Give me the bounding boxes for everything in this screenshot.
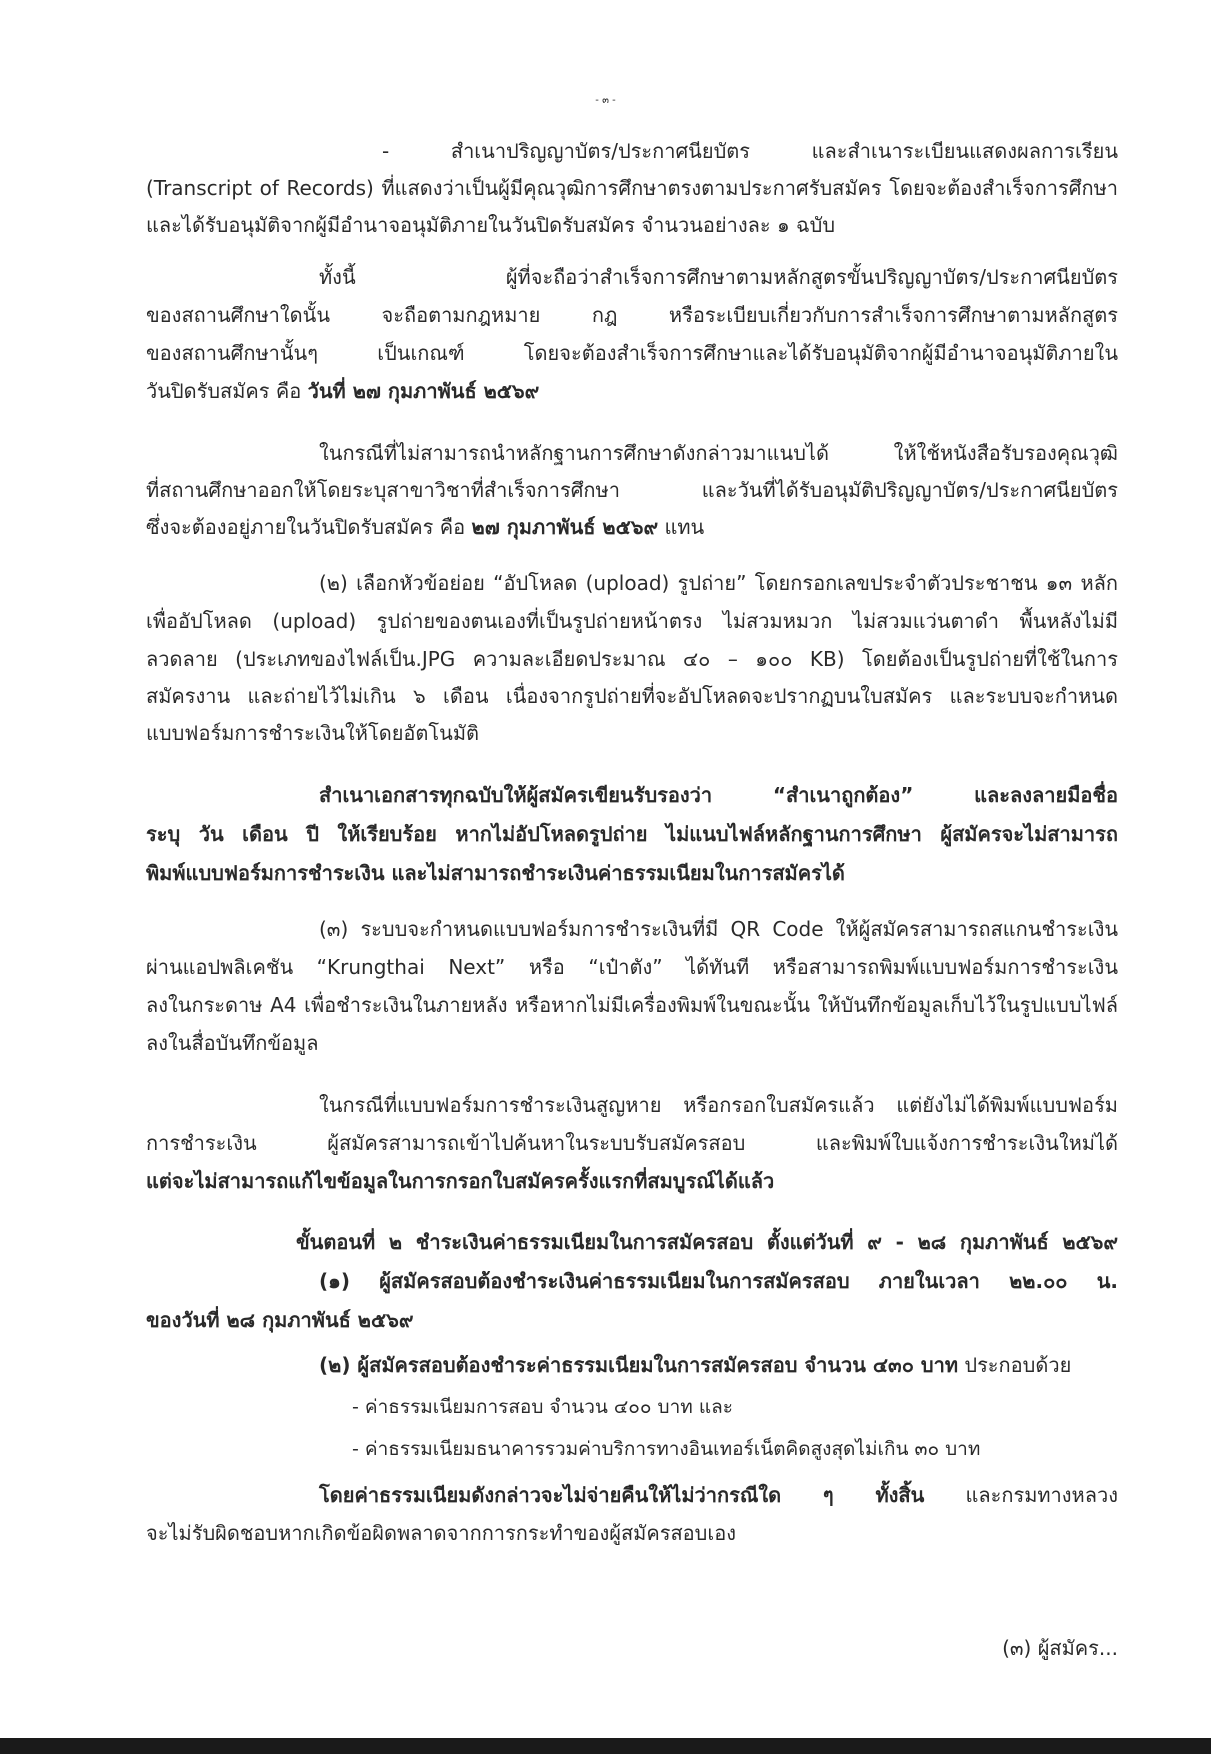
notice-line: พิมพ์แบบฟอร์มการชำระเงิน และไม่สามารถชำระเงินค่าธรรมเนียมในการสมัครได้ xyxy=(146,861,845,885)
text-line: ที่สถานศึกษาออกให้โดยระบุสาขาวิชาที่สำเร็จการศึกษา และวันที่ได้รับอนุมัติปริญญาบัตร/ประกาศนียบัตร xyxy=(146,478,1118,502)
text-line: (๒) ผู้สมัครสอบต้องชำระค่าธรรมเนียมในการสมัครสอบ จำนวน ๔๓๐ บาท ประกอบด้วย xyxy=(319,1353,1072,1377)
text-line: - สำเนาปริญญาบัตร/ประกาศนียบัตร และสำเนาระเบียนแสดงผลการเรียน xyxy=(382,139,1118,163)
text-line: ในกรณีที่ไม่สามารถนำหลักฐานการศึกษาดังกล่าวมาแนบได้ ให้ใช้หนังสือรับรองคุณวุฒิ xyxy=(319,441,1118,465)
text-line: ของสถานศึกษาใดนั้น จะถือตามกฎหมาย กฎ หรือระเบียบเกี่ยวกับการสำเร็จการศึกษาตามหลักสูตร xyxy=(146,303,1118,327)
text-line: ลงในสื่อบันทึกข้อมูล xyxy=(146,1031,319,1055)
text-line: ผ่านแอปพลิเคชัน “Krungthai Next” หรือ “เป๋าตัง” ได้ทันที หรือสามารถพิมพ์แบบฟอร์มการชำระเงิน xyxy=(146,955,1118,979)
text-line: (๑) ผู้สมัครสอบต้องชำระเงินค่าธรรมเนียมในการสมัครสอบ ภายในเวลา ๒๒.๐๐ น. xyxy=(319,1269,1118,1293)
scan-edge xyxy=(0,1738,1211,1754)
text-line: โดยค่าธรรมเนียมดังกล่าวจะไม่จ่ายคืนให้ไม่ว่ากรณีใด ๆ ทั้งสิ้น และกรมทางหลวง xyxy=(319,1483,1118,1507)
deadline-date: วันที่ ๒๗ กุมภาพันธ์ ๒๕๖๙ xyxy=(307,379,540,403)
page-number: - ๓ - xyxy=(595,95,616,106)
notice-line: ระบุ วัน เดือน ปี ให้เรียบร้อย หากไม่อัปโหลดรูปถ่าย ไม่แนบไฟล์หลักฐานการศึกษา ผู้สมัครจะไม่สามารถ xyxy=(146,822,1118,846)
step-heading: ขั้นตอนที่ ๒ ชำระเงินค่าธรรมเนียมในการสมัครสอบ ตั้งแต่วันที่ ๙ - ๒๘ กุมภาพันธ์ ๒๕๖๙ xyxy=(296,1230,1118,1254)
text-line: เพื่ออัปโหลด (upload) รูปถ่ายของตนเองที่เป็นรูปถ่ายหน้าตรง ไม่สวมหมวก ไม่สวมแว่นตาดำ พื้นหลังไม่มี xyxy=(146,609,1118,633)
text-line: ทั้งนี้ ผู้ที่จะถือว่าสำเร็จการศึกษาตามหลักสูตรขั้นปริญญาบัตร/ประกาศนียบัตร xyxy=(319,265,1118,289)
text-line: การชำระเงิน ผู้สมัครสามารถเข้าไปค้นหาในระบบรับสมัครสอบ และพิมพ์ใบแจ้งการชำระเงินใหม่ได้ xyxy=(146,1131,1118,1155)
text-line: ลงในกระดาษ A4 เพื่อชำระเงินในภายหลัง หรือหากไม่มีเครื่องพิมพ์ในขณะนั้น ให้บันทึกข้อมูลเก็บไว้ในรูปแบบไฟล์ xyxy=(146,993,1118,1017)
text-line: ซึ่งจะต้องอยู่ภายในวันปิดรับสมัคร คือ ๒๗ กุมภาพันธ์ ๒๕๖๙ แทน xyxy=(146,515,705,539)
text-line: ของสถานศึกษานั้นๆ เป็นเกณฑ์ โดยจะต้องสำเร็จการศึกษาและได้รับอนุมัติจากผู้มีอำนาจอนุมัติภายใน xyxy=(146,341,1118,365)
text-line: สมัครงาน และถ่ายไว้ไม่เกิน ๖ เดือน เนื่องจากรูปถ่ายที่จะอัปโหลดจะปรากฏบนใบสมัคร และระบบจะกำหนด xyxy=(146,684,1118,708)
text-line: (๒) เลือกหัวข้อย่อย “อัปโหลด (upload) รูปถ่าย” โดยกรอกเลขประจำตัวประชาชน ๑๓ หลัก xyxy=(319,571,1118,595)
text-line: (๓) ระบบจะกำหนดแบบฟอร์มการชำระเงินที่มี QR Code ให้ผู้สมัครสามารถสแกนชำระเงิน xyxy=(319,917,1118,941)
text-line: วันปิดรับสมัคร คือ วันที่ ๒๗ กุมภาพันธ์ ๒๕๖๙ xyxy=(146,379,540,403)
text-line: จะไม่รับผิดชอบหากเกิดข้อผิดพลาดจากการกระทำของผู้สมัครสอบเอง xyxy=(146,1521,736,1545)
text-line: แบบฟอร์มการชำระเงินให้โดยอัตโนมัติ xyxy=(146,721,480,745)
text-line: ลวดลาย (ประเภทของไฟล์เป็น.JPG ความละเอียดประมาณ ๔๐ – ๑๐๐ KB) โดยต้องเป็นรูปถ่ายที่ใช้ในการ xyxy=(146,647,1118,671)
notice-line: สำเนาเอกสารทุกฉบับให้ผู้สมัครเขียนรับรองว่า “สำเนาถูกต้อง” และลงลายมือชื่อ xyxy=(319,783,1118,807)
text-line: ในกรณีที่แบบฟอร์มการชำระเงินสูญหาย หรือกรอกใบสมัครแล้ว แต่ยังไม่ได้พิมพ์แบบฟอร์ม xyxy=(319,1093,1118,1117)
text-line: (Transcript of Records) ที่แสดงว่าเป็นผู้มีคุณวุฒิการศึกษาตรงตามประกาศรับสมัคร โดยจะต้องสำเร็จการศึกษา xyxy=(146,176,1118,200)
fee-item: - ค่าธรรมเนียมธนาคารรวมค่าบริการทางอินเทอร์เน็ตคิดสูงสุดไม่เกิน ๓๐ บาท xyxy=(352,1438,981,1460)
notice-line: แต่จะไม่สามารถแก้ไขข้อมูลในการกรอกใบสมัครครั้งแรกที่สมบูรณ์ได้แล้ว xyxy=(146,1169,775,1193)
text-line: และได้รับอนุมัติจากผู้มีอำนาจอนุมัติภายในวันปิดรับสมัคร จำนวนอย่างละ ๑ ฉบับ xyxy=(146,213,836,237)
continuation-marker: (๓) ผู้สมัคร... xyxy=(1002,1636,1118,1660)
text-line: ของวันที่ ๒๘ กุมภาพันธ์ ๒๕๖๙ xyxy=(146,1308,414,1332)
fee-total: (๒) ผู้สมัครสอบต้องชำระค่าธรรมเนียมในการสมัครสอบ จำนวน ๔๓๐ บาท xyxy=(319,1353,959,1377)
fee-item: - ค่าธรรมเนียมการสอบ จำนวน ๔๐๐ บาท และ xyxy=(352,1396,733,1418)
deadline-date: ๒๗ กุมภาพันธ์ ๒๕๖๙ xyxy=(471,515,659,539)
